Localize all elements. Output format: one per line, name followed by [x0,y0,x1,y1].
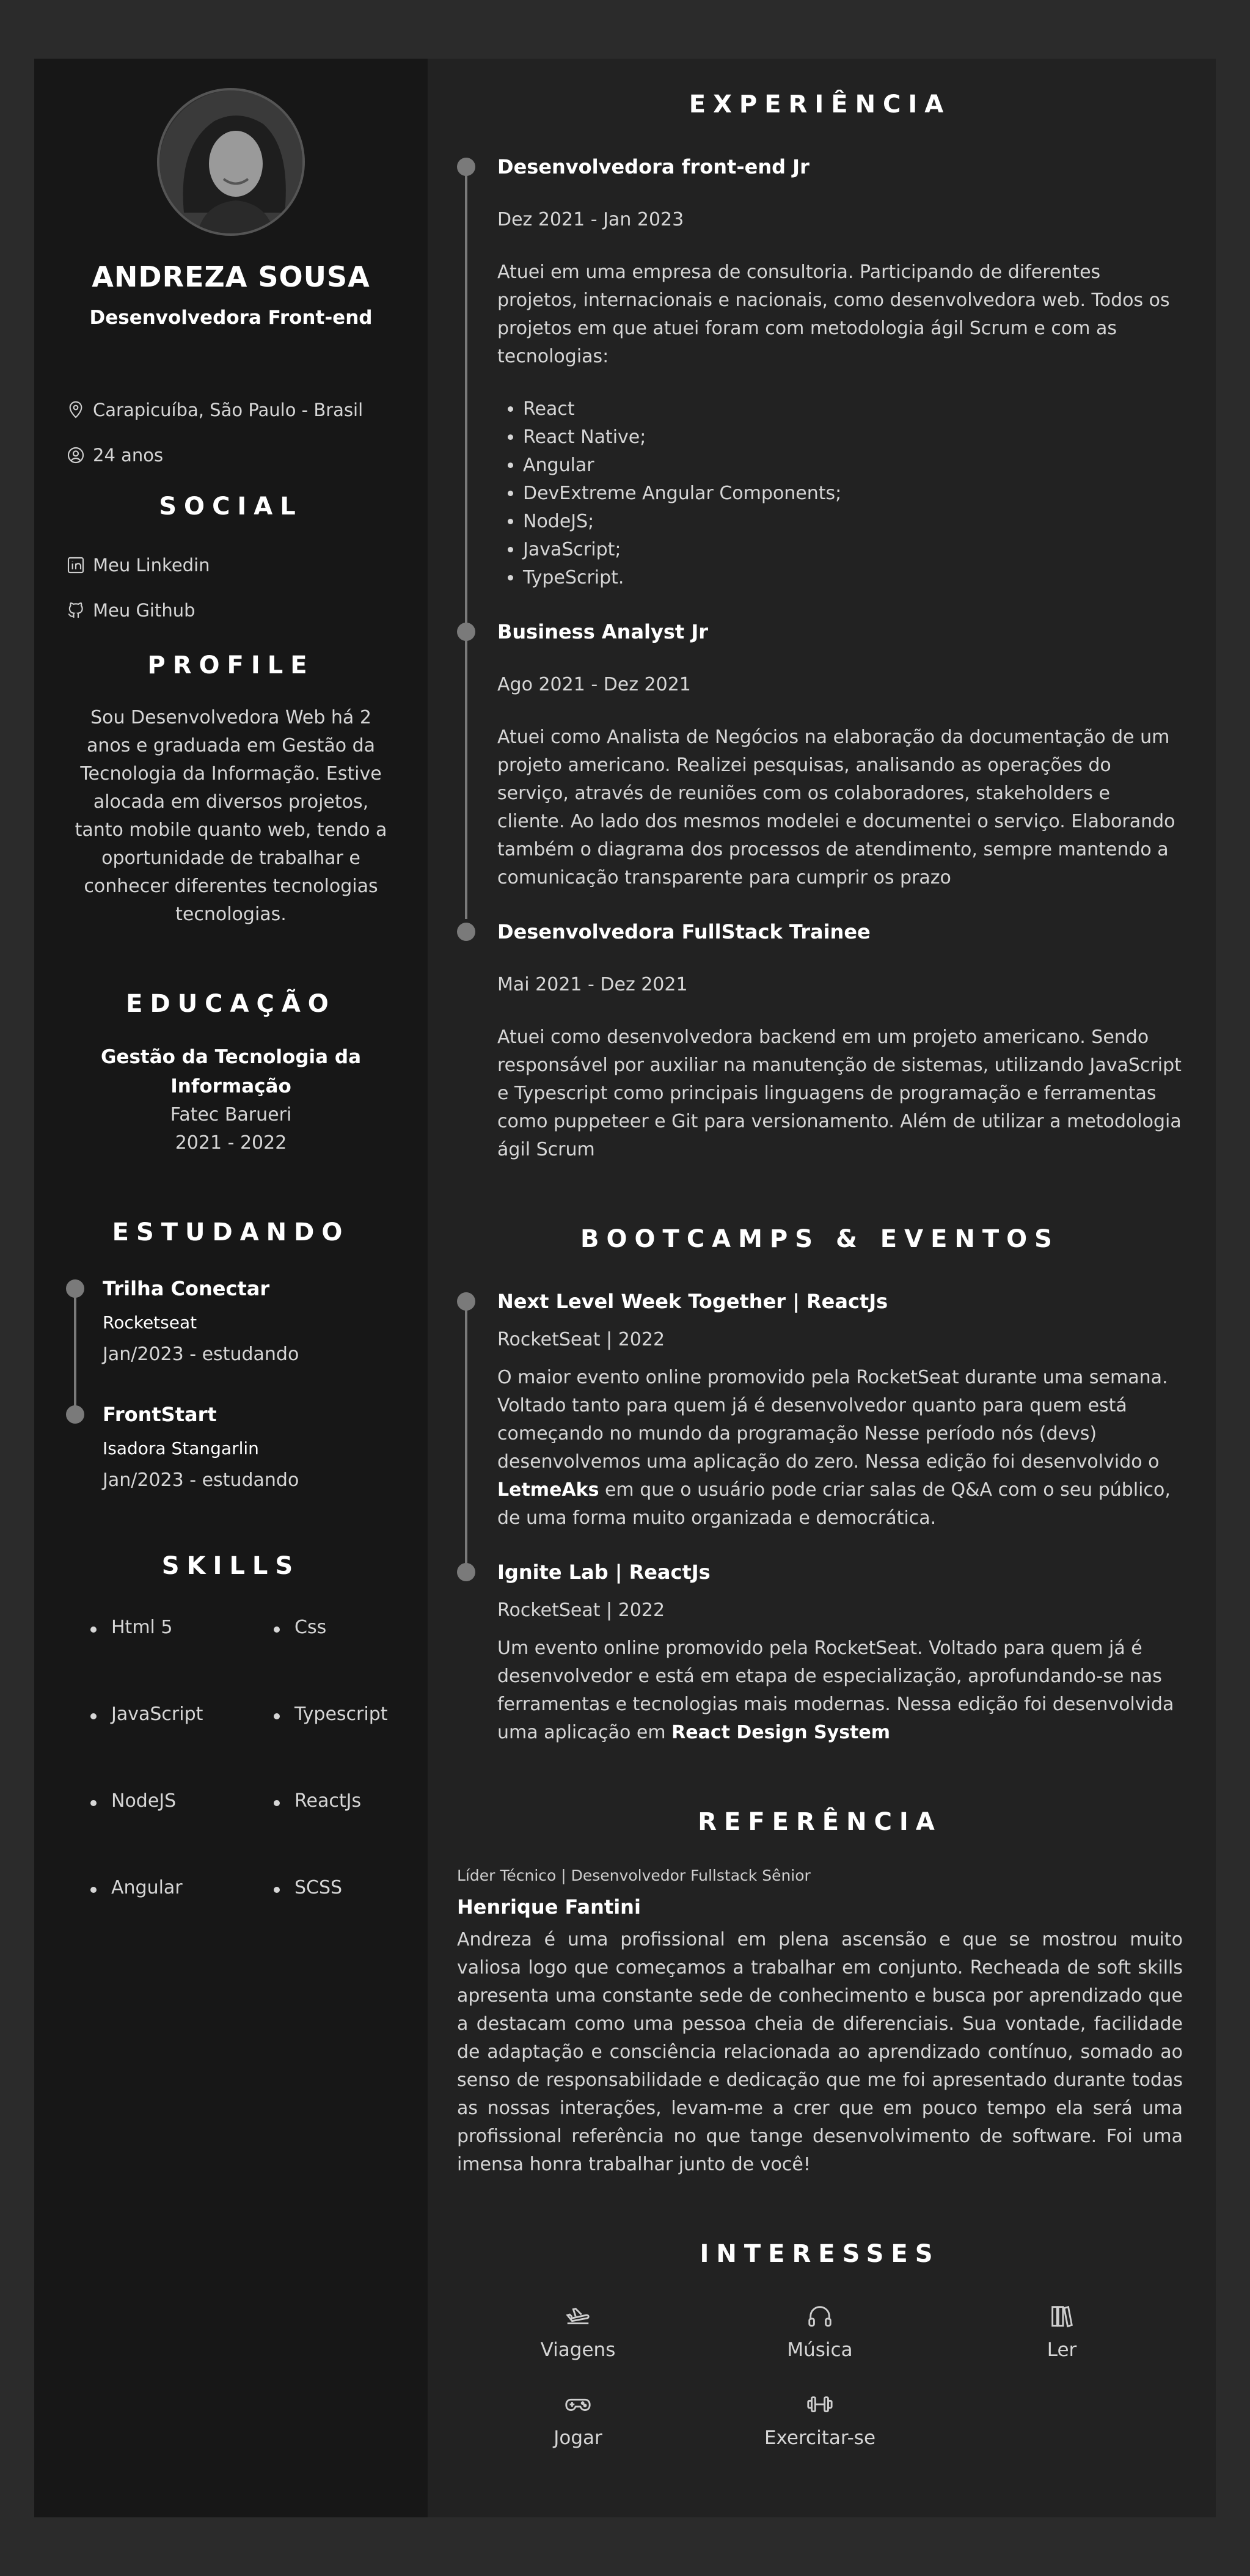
interests-title: INTERESSES [700,2240,940,2268]
event-desc-before: Um evento online promovido pela RocketSeat. Voltado para quem já é desenvolvedor e está em etapa de especialização, aprofundando-se nas ferramentas e tecnologias mais modernas. Nessa edição foi desenvolvida uma aplicação em [497,1637,1174,1743]
event-desc-after: em que o usuário pode criar salas de Q&A com o seu público, de uma forma muito organizada e democrática. [497,1479,1171,1529]
study-date: Jan/2023 - estudando [103,1344,299,1365]
location-text: Carapicuíba, São Paulo - Brasil [93,400,364,420]
job-description: Atuei como Analista de Negócios na elaboração da documentação de um projeto americano. Realizei pesquisas, analisando as operações do serviço, através de reuniões com os colaboradores, stakeholders e cliente. Ao lado dos mesmos modelei e documentei o serviço. Elaborando também o diagrama dos processos de atendimento, sempre mantendo a comunicação transparente para cumprir os prazo [497,726,1175,888]
interest-label: Jogar [554,2427,602,2449]
interest-label: Ler [1047,2339,1077,2361]
tech-item: • JavaScript; [523,536,1183,564]
dumbbell-icon [806,2390,834,2418]
tech-item: • DevExtreme Angular Components; [523,480,1183,508]
location-row [66,387,396,433]
tech-list [497,395,1183,592]
event-title: Ignite Lab | ReactJs [497,1561,711,1584]
interest-item [941,2302,1183,2361]
interest-item [699,2390,941,2449]
experience-timeline [457,155,1183,1164]
event-item [457,1561,1183,1747]
sidebar [34,59,428,2517]
education-period: 2021 - 2022 [175,1132,287,1154]
reference-title: REFERÊNCIA [698,1808,942,1836]
interest-item [457,2302,699,2361]
skill-item: Angular [90,1877,274,1964]
education-school: Fatec Barueri [170,1104,292,1125]
linkedin-label[interactable]: Meu Linkedin [93,555,210,576]
profile-name: ANDREZA SOUSA [92,260,370,293]
age-row [66,433,396,478]
profile-summary: Sou Desenvolvedora Web há 2 anos e graduada em Gestão da Tecnologia da Informação. Estive alocada em diversos projetos, tanto mobile quanto web, tendo a oportunidade de trabalhar e conhecer diferentes tecnologias tecnologias. [75,707,387,925]
study-title: FrontStart [103,1403,217,1426]
studying-timeline [66,1277,396,1491]
timeline-dot [457,1292,475,1311]
job-item [457,920,1183,1164]
skill-item: Css [274,1617,433,1703]
reference-name: Henrique Fantini [457,1895,641,1919]
tech-item: • React [523,395,1183,423]
event-description [497,1634,1183,1747]
event-project-highlight: LetmeAks [497,1479,599,1501]
headphones-icon [806,2302,834,2330]
job-date: Ago 2021 - Dez 2021 [497,674,691,695]
event-org: RocketSeat | 2022 [497,1600,665,1621]
reference-role: Líder Técnico | Desenvolvedor Fullstack Sênior [457,1867,811,1884]
github-link[interactable] [66,588,396,633]
gamepad-icon [564,2390,592,2418]
event-project-highlight: React Design System [671,1722,891,1743]
skills-title: SKILLS [161,1552,301,1580]
study-org: Isadora Stangarlin [103,1438,259,1458]
tech-item: • TypeScript. [523,564,1183,592]
map-pin-icon [66,400,86,420]
event-item [457,1290,1183,1532]
job-date: Mai 2021 - Dez 2021 [497,974,688,995]
experience-title: EXPERIÊNCIA [689,90,951,119]
resume-page [34,59,1216,2517]
interest-item [457,2390,699,2449]
education-course-line1: Gestão da Tecnologia da [100,1046,361,1068]
skill-item: ReactJs [274,1790,433,1877]
age-text: 24 anos [93,445,164,466]
interest-item [699,2302,941,2361]
timeline-dot [457,923,475,941]
skill-item: NodeJS [90,1790,274,1877]
timeline-dot [66,1279,84,1298]
linkedin-link[interactable] [66,543,396,588]
github-icon [66,601,86,620]
event-description [497,1364,1183,1532]
education-title: EDUCAÇÃO [126,990,336,1018]
study-title: Trilha Conectar [103,1277,270,1300]
timeline-dot [66,1405,84,1424]
study-org: Rocketseat [103,1312,197,1333]
interest-label: Viagens [540,2339,616,2361]
main-content [428,59,1216,2517]
timeline-dot [457,623,475,641]
events-timeline [457,1290,1183,1747]
job-title: Desenvolvedora front-end Jr [497,155,810,178]
event-org: RocketSeat | 2022 [497,1329,665,1350]
timeline-dot [457,1563,475,1581]
interest-label: Música [787,2339,853,2361]
event-title: Next Level Week Together | ReactJs [497,1290,888,1313]
job-title: Desenvolvedora FullStack Trainee [497,920,871,943]
user-circle-icon [66,445,86,465]
tech-item: • NodeJS; [523,508,1183,536]
skill-item: Typescript [274,1703,433,1790]
plane-icon [564,2302,592,2330]
job-description: Atuei em uma empresa de consultoria. Participando de diferentes projetos, internacionais e nacionais, como desenvolvedora web. Todos os projetos em que atuei foram com metodologia ágil Scrum e com as tecnologias: [497,262,1170,367]
study-item [66,1277,396,1365]
study-date: Jan/2023 - estudando [103,1469,299,1491]
tech-item: • React Native; [523,423,1183,452]
job-item [457,620,1183,892]
events-title: BOOTCAMPS & EVENTOS [580,1225,1059,1253]
timeline-dot [457,158,475,176]
skill-item: JavaScript [90,1703,274,1790]
skills-list [90,1617,396,1964]
profile-title: PROFILE [147,651,315,679]
interests-list [457,2302,1183,2449]
skill-item: Html 5 [90,1617,274,1703]
profile-role: Desenvolvedora Front-end [89,307,373,329]
education-course-line2: Informação [170,1075,291,1097]
study-item [66,1403,396,1491]
job-date: Dez 2021 - Jan 2023 [497,209,684,230]
job-item [457,155,1183,592]
reference-text: Andreza é uma profissional em plena ascensão e que se mostrou muito valiosa logo que começamos a trabalhar em conjunto. Recheada de soft skills apresenta uma constante sede de conhecimento e busca por aprendizado que a destacam como uma pessoa cheia de diferenciais. Sua vontade, facilidade de adaptação e consciência relacionada ao aprendizado contínuo, somado ao senso de responsabilidade e dedicação que me foi apresentado durante todas as nossas interações, levam-me a crer que em pouco tempo ela será uma profissional referência no que tange desenvolvimento de software. Foi uma imensa honra trabalhar junto de você! [457,1929,1183,2175]
social-title: SOCIAL [159,492,303,521]
tech-item: • Angular [523,452,1183,480]
books-icon [1048,2302,1076,2330]
job-title: Business Analyst Jr [497,620,709,643]
linkedin-icon [66,555,86,575]
github-label[interactable]: Meu Github [93,600,196,621]
studying-title: ESTUDANDO [112,1218,350,1246]
interest-label: Exercitar-se [764,2427,876,2449]
event-desc-before: O maior evento online promovido pela RocketSeat durante uma semana. Voltado tanto para quem já é desenvolvedor quanto para quem está começando no mundo da programação Nesse período nós (devs) desenvolvemos uma aplicação do zero. Nessa edição foi desenvolvido o [497,1367,1168,1473]
job-description: Atuei como desenvolvedora backend em um projeto americano. Sendo responsável por auxiliar na manutenção de sistemas, utilizando JavaScript e Typescript como principais linguagens de programação e ferramentas como puppeteer e Git para versionamento. Além de utilizar a metodologia ágil Scrum [497,1026,1182,1160]
avatar [157,88,305,236]
skill-item: SCSS [274,1877,433,1964]
